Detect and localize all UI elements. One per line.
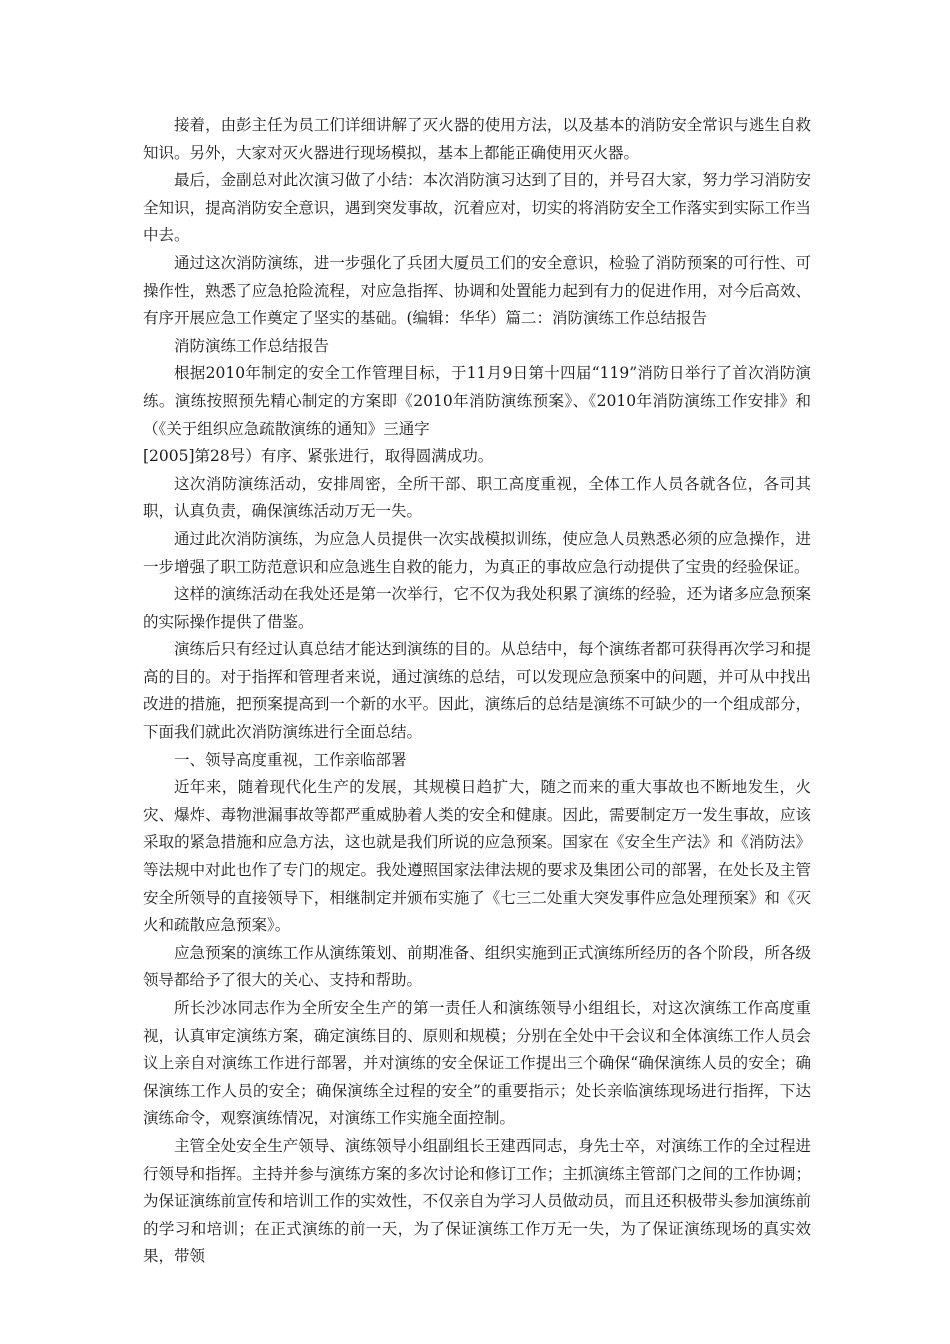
paragraph: 通过这次消防演练，进一步强化了兵团大厦员工们的安全意识，检验了消防预案的可行性、可操作性，熟悉了应急抢险流程，对应急指挥、协调和处置能力起到有力的促进作用，对今后高效、有序开展应急工作奠定了坚实的基础。(编辑：华华）篇二：消防演练工作总结报告 xyxy=(143,253,811,328)
paragraph: [2005]第28号）有序、紧张进行，取得圆满成功。 xyxy=(143,447,494,466)
paragraph: 演练后只有经过认真总结才能达到演练的目的。从总结中，每个演练者都可获得再次学习和提高的目的。对于指挥和管理者来说，通过演练的总结，可以发现应急预案中的问题，并可从中找出改进的措施，把预案提高到一个新的水平。因此，演练后的总结是演练不可缺少的一个组成部分，下面我们就此次消防演练进行全面总结。 xyxy=(143,640,811,742)
paragraph: 最后，金副总对此次演习做了小结：本次消防演习达到了目的，并号召大家，努力学习消防安全知识，提高消防安全意识，遇到突发事故，沉着应对，切实的将消防安全工作落实到实际工作当中去。 xyxy=(143,171,811,245)
paragraph: 接着，由彭主任为员工们详细讲解了灭火器的使用方法，以及基本的消防安全常识与逃生自救知识。另外，大家对灭火器进行现场模拟，基本上都能正确使用灭火器。 xyxy=(143,116,811,162)
paragraph: 近年来，随着现代化生产的发展，其规模日趋扩大，随之而来的重大事故也不断地发生，火灾、爆炸、毒物泄漏事故等都严重威胁着人类的安全和健康。因此，需要制定万一发生事故，应该采取的紧急措施和应急方法，这也就是我们所说的应急预案。国家在《安全生产法》和《消防法》等法规中对此也作了专门的规定。我处遵照国家法律法规的要求及集团公司的部署，在处长及主管安全所领导的直接领导下，相继制定并颁布实施了《七三二处重大突发事件应急处理预案》和《灭火和疏散应急预案》。 xyxy=(143,778,811,935)
paragraph: 应急预案的演练工作从演练策划、前期准备、组织实施到正式演练所经历的各个阶段，所各级领导都给予了很大的关心、支持和帮助。 xyxy=(143,943,811,990)
paragraph: 这次消防演练活动，安排周密，全所干部、职工高度重视，全体工作人员各就各位，各司其职，认真负责，确保演练活动万无一失。 xyxy=(143,474,811,521)
paragraph: 这样的演练活动在我处还是第一次举行，它不仅为我处积累了演练的经验，还为诸多应急预案的实际操作提供了借鉴。 xyxy=(143,585,811,631)
paragraph: 主管全处安全生产领导、演练领导小组副组长王建西同志，身先士卒，对演练工作的全过程进行领导和指挥。主持并参与演练方案的多次讨论和修订工作；主抓演练主管部门之间的工作协调；为保证演练前宣传和培训工作的实效性，不仅亲自为学习人员做动员，而且还积极带头参加演练前的学习和培训；在正式演练的前一天，为了保证演练工作万无一失，为了保证演练现场的真实效果，带领 xyxy=(143,1136,811,1266)
paragraph: 根据2010年制定的安全工作管理目标，于11月9日第十四届“119”消防日举行了首次消防演练。演练按照预先精心制定的方案即《2010年消防演练预案》、《2010年消防演练工作安排》和（《关于组织应急疏散演练的通知》三通字 xyxy=(143,364,811,438)
section-title: 消防演练工作总结报告 xyxy=(174,336,330,355)
paragraph: 通过此次消防演练，为应急人员提供一次实战模拟训练，使应急人员熟悉必须的应急操作，进一步增强了职工防范意识和应急逃生自救的能力，为真正的事故应急行动提供了宝贵的经验保证。 xyxy=(143,529,811,576)
document-body xyxy=(143,112,811,1271)
paragraph: 所长沙冰同志作为全所安全生产的第一责任人和演练领导小组组长，对这次演练工作高度重视，认真审定演练方案，确定演练目的、原则和规模；分别在全处中干会议和全体演练工作人员会议上亲自对演练工作进行部署，并对演练的安全保证工作提出三个确保“确保演练人员的安全；确保演练工作人员的安全；确保演练全过程的安全”的重要指示；处长亲临演练现场进行指挥，下达演练命令，观察演练情况，对演练工作实施全面控制。 xyxy=(143,999,811,1128)
section-heading: 一、领导高度重视，工作亲临部署 xyxy=(174,750,407,769)
